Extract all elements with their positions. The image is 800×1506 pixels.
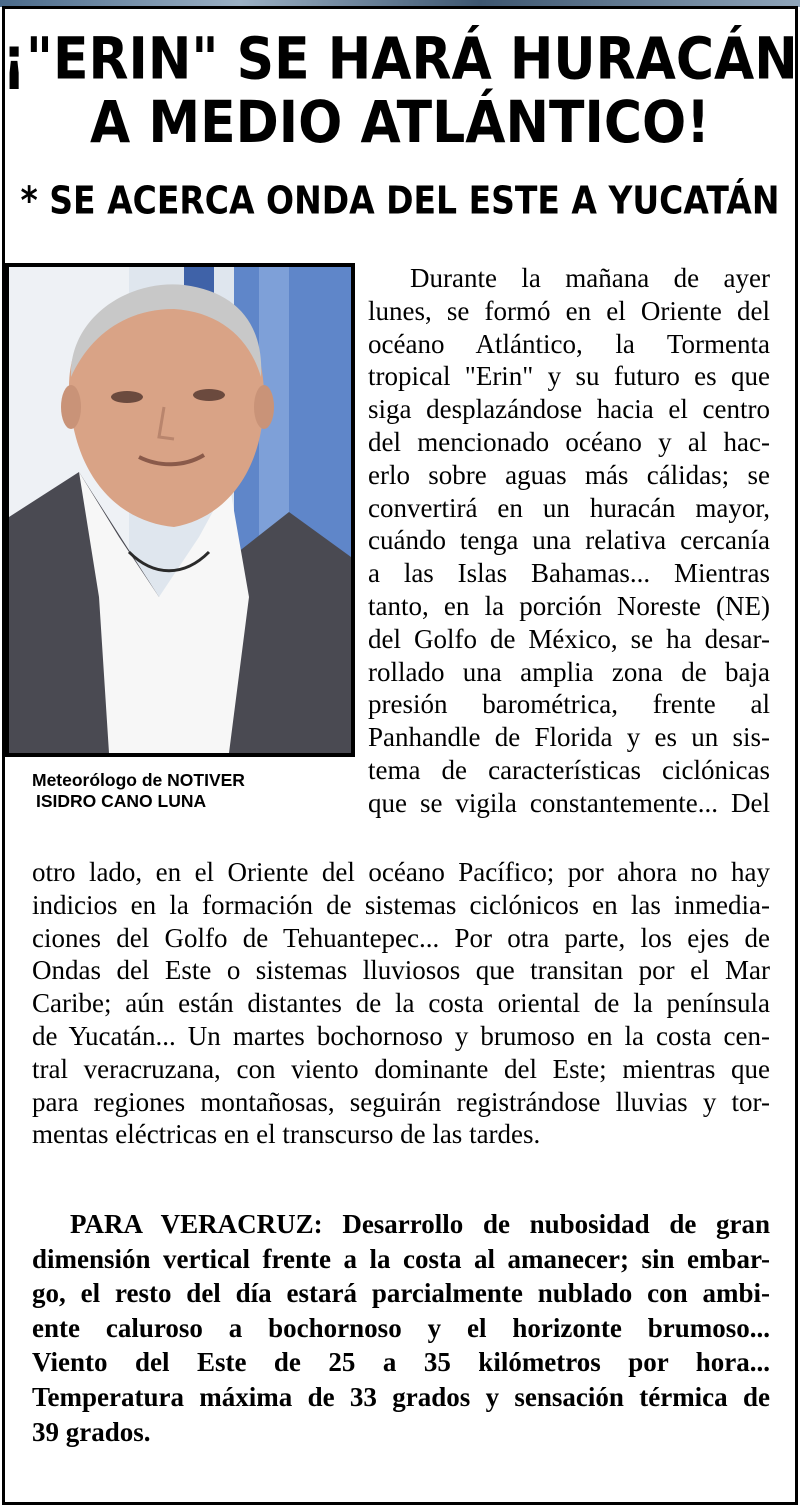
text-line: rollado una amplia zona de baja — [368, 656, 770, 687]
text-line: cuándo tenga una relativa cercanía — [368, 525, 770, 556]
portrait-illustration — [9, 267, 351, 753]
headline — [0, 25, 800, 157]
text-line: erlo sobre aguas más cálidas; se — [368, 459, 770, 490]
forecast-line: PARA VERACRUZ: Desarrollo de nubosidad de gran — [70, 1209, 770, 1239]
headline-line-2: A MEDIO ATLÁNTICO! — [90, 89, 710, 157]
veracruz-forecast — [32, 1207, 770, 1449]
forecast-line: Viento del Este de 25 a 35 kilómetros por hora... — [32, 1347, 770, 1378]
text-line: indicios en la formación de sistemas ciclónicos en las inmedia- — [32, 889, 770, 920]
text-line: otro lado, en el Oriente del océano Pacífico; por ahora no hay — [32, 857, 770, 887]
text-line: a las Islas Bahamas... Mientras — [368, 558, 770, 589]
text-line: lunes, se formó en el Oriente del — [368, 295, 770, 326]
text-line: Ondas del Este o sistemas lluviosos que transitan por el Mar — [32, 955, 770, 986]
text-line: que se vigila constantemente... Del — [368, 787, 770, 818]
text-line: océano Atlántico, la Tormenta — [368, 328, 770, 359]
text-line: tral veracruzana, con viento dominante del Este; mientras que — [32, 1053, 770, 1084]
text-line: del Golfo de México, se ha desar- — [368, 623, 770, 654]
text-line: de Yucatán... Un martes bochornoso y brumoso en la costa cen- — [32, 1020, 770, 1051]
text-line: ciones del Golfo de Tehuantepec... Por otra parte, los ejes de — [32, 922, 770, 953]
photo-caption — [0, 770, 350, 812]
text-line: tanto, en la porción Noreste (NE) — [368, 590, 770, 621]
text-line: convertirá en un huracán mayor, — [368, 492, 770, 523]
text-line: tema de características ciclónicas — [368, 754, 770, 785]
text-line: presión barométrica, frente al — [368, 689, 770, 720]
text-line: siga desplazándose hacia el centro — [368, 394, 770, 425]
forecast-line: ente caluroso a bochornoso y el horizonte brumoso... — [32, 1312, 770, 1343]
text-line: tropical "Erin" y su futuro es que — [368, 361, 770, 392]
subheadline: * SE ACERCA ONDA DEL ESTE A YUCATÁN — [20, 178, 780, 223]
forecast-line: dimensión vertical frente a la costa al amanecer; sin embar- — [32, 1243, 770, 1274]
article-full-width-text — [32, 856, 770, 1151]
headline-line-1: ¡"ERIN" SE HARÁ HURACÁN — [2, 25, 798, 93]
forecast-line: 39 grados. — [32, 1416, 151, 1447]
text-line: mentas eléctricas en el transcurso de las tardes. — [32, 1119, 541, 1150]
text-line: del mencionado océano y al hac- — [368, 426, 770, 457]
text-line: para regiones montañosas, seguirán registrándose lluvias y tor- — [32, 1086, 770, 1117]
article-column-text — [368, 262, 770, 820]
text-line: Durante la mañana de ayer — [410, 263, 770, 293]
text-line: Panhandle de Florida y es un sis- — [368, 722, 770, 753]
caption-line-2: ISIDRO CANO LUNA — [36, 791, 207, 811]
caption-line-1: Meteorólogo de NOTIVER — [32, 770, 245, 790]
meteorologist-photo — [5, 263, 355, 757]
forecast-line: Temperatura máxima de 33 grados y sensación térmica de — [32, 1381, 770, 1412]
text-line: Caribe; aún están distantes de la costa oriental de la península — [32, 988, 770, 1019]
forecast-line: go, el resto del día estará parcialmente nublado con ambi- — [32, 1278, 770, 1309]
